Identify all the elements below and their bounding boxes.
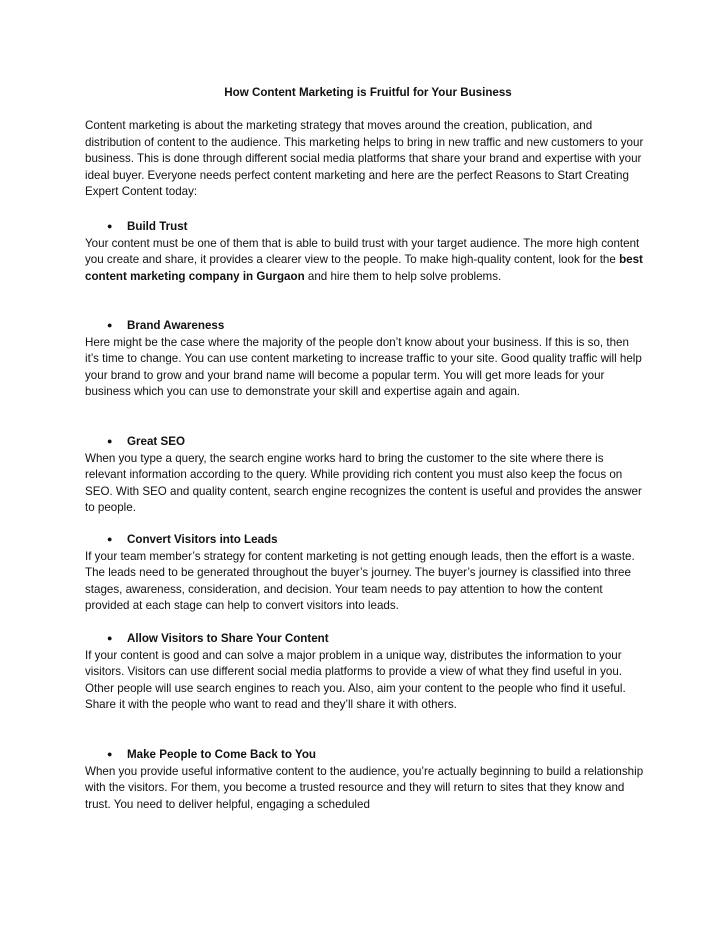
- section-build-trust: [85, 218, 645, 285]
- section-heading: [107, 433, 645, 451]
- bullet-icon: ●: [107, 320, 113, 330]
- section-body: When you provide useful informative content to the audience, you’re actually beginning to build a relationship with the visitors. For them, you become a trusted resource and they will return to sites that they know and trust. You need to deliver helpful, engaging a scheduled: [85, 764, 644, 811]
- section-brand-awareness: [85, 317, 645, 401]
- bullet-icon: ●: [107, 534, 113, 544]
- body-bold-text: best content marketing company in Gurgaon: [85, 253, 643, 283]
- bullet-icon: ●: [107, 633, 113, 643]
- heading-text: Convert Visitors into Leads: [127, 533, 278, 546]
- bullet-icon: ●: [107, 221, 113, 231]
- heading-text: Make People to Come Back to You: [127, 748, 316, 761]
- section-allow-sharing: [85, 630, 645, 714]
- section-heading: [107, 630, 645, 648]
- heading-text: Allow Visitors to Share Your Content: [127, 632, 329, 645]
- section-great-seo: [85, 433, 645, 517]
- section-heading: [107, 218, 645, 236]
- intro-paragraph: Content marketing is about the marketing strategy that moves around the creation, publication, and distribution of content to the audience. This marketing helps to bring in new traffic and new customers to your business. This is done through different social media platforms that share your brand and expertise with your ideal buyer. Everyone needs perfect content marketing and here are the perfect Reasons to Start Creating Expert Content today:: [85, 119, 644, 199]
- heading-text: Brand Awareness: [127, 319, 225, 332]
- section-body: Here might be the case where the majority of the people don’t know about your business. If this is so, then it’s time to change. You can use content marketing to increase traffic to your site. Good quality traffic will help your brand to grow and your brand name will become a popular term. You will get more leads for your business which you can use to demonstrate your skill and expertise again and again.: [85, 335, 642, 399]
- document-title: How Content Marketing is Fruitful for Your Business: [224, 86, 512, 99]
- section-body: When you type a query, the search engine works hard to bring the customer to the site where there is relevant information according to the query. While providing rich content you must also keep the focus on SEO. With SEO and quality content, search engine recognizes the content is useful and provides the answer to people.: [85, 451, 642, 515]
- heading-text: Build Trust: [127, 220, 188, 233]
- body-text: Your content must be one of them that is able to build trust with your target audience. The more high content you create and share, it provides a clearer view to the people. To make high-quality content, look for the: [85, 236, 640, 267]
- section-body: [85, 236, 645, 286]
- section-heading: [107, 531, 645, 549]
- heading-text: Great SEO: [127, 435, 185, 448]
- section-convert-visitors: [85, 531, 645, 615]
- section-heading: [107, 746, 645, 764]
- section-body: If your content is good and can solve a major problem in a unique way, distributes the information to your visitors. Visitors can use different social media platforms to provide a view of what they find useful in you. Other people will use search engines to reach you. Also, aim your content to the people who find it useful. Share it with the people who want to read and they’ll share it with others.: [85, 648, 626, 712]
- body-text: and hire them to help solve problems.: [304, 269, 502, 283]
- section-come-back: [85, 746, 645, 813]
- section-heading: [107, 317, 645, 335]
- section-body: If your team member’s strategy for content marketing is not getting enough leads, then the effort is a waste. The leads need to be generated throughout the buyer’s journey. The buyer’s journey is classified into three stages, awareness, consideration, and decision. Your team needs to pay attention to how the content provided at each stage can help to convert visitors into leads.: [85, 549, 635, 613]
- bullet-icon: ●: [107, 749, 113, 759]
- bullet-icon: ●: [107, 436, 113, 446]
